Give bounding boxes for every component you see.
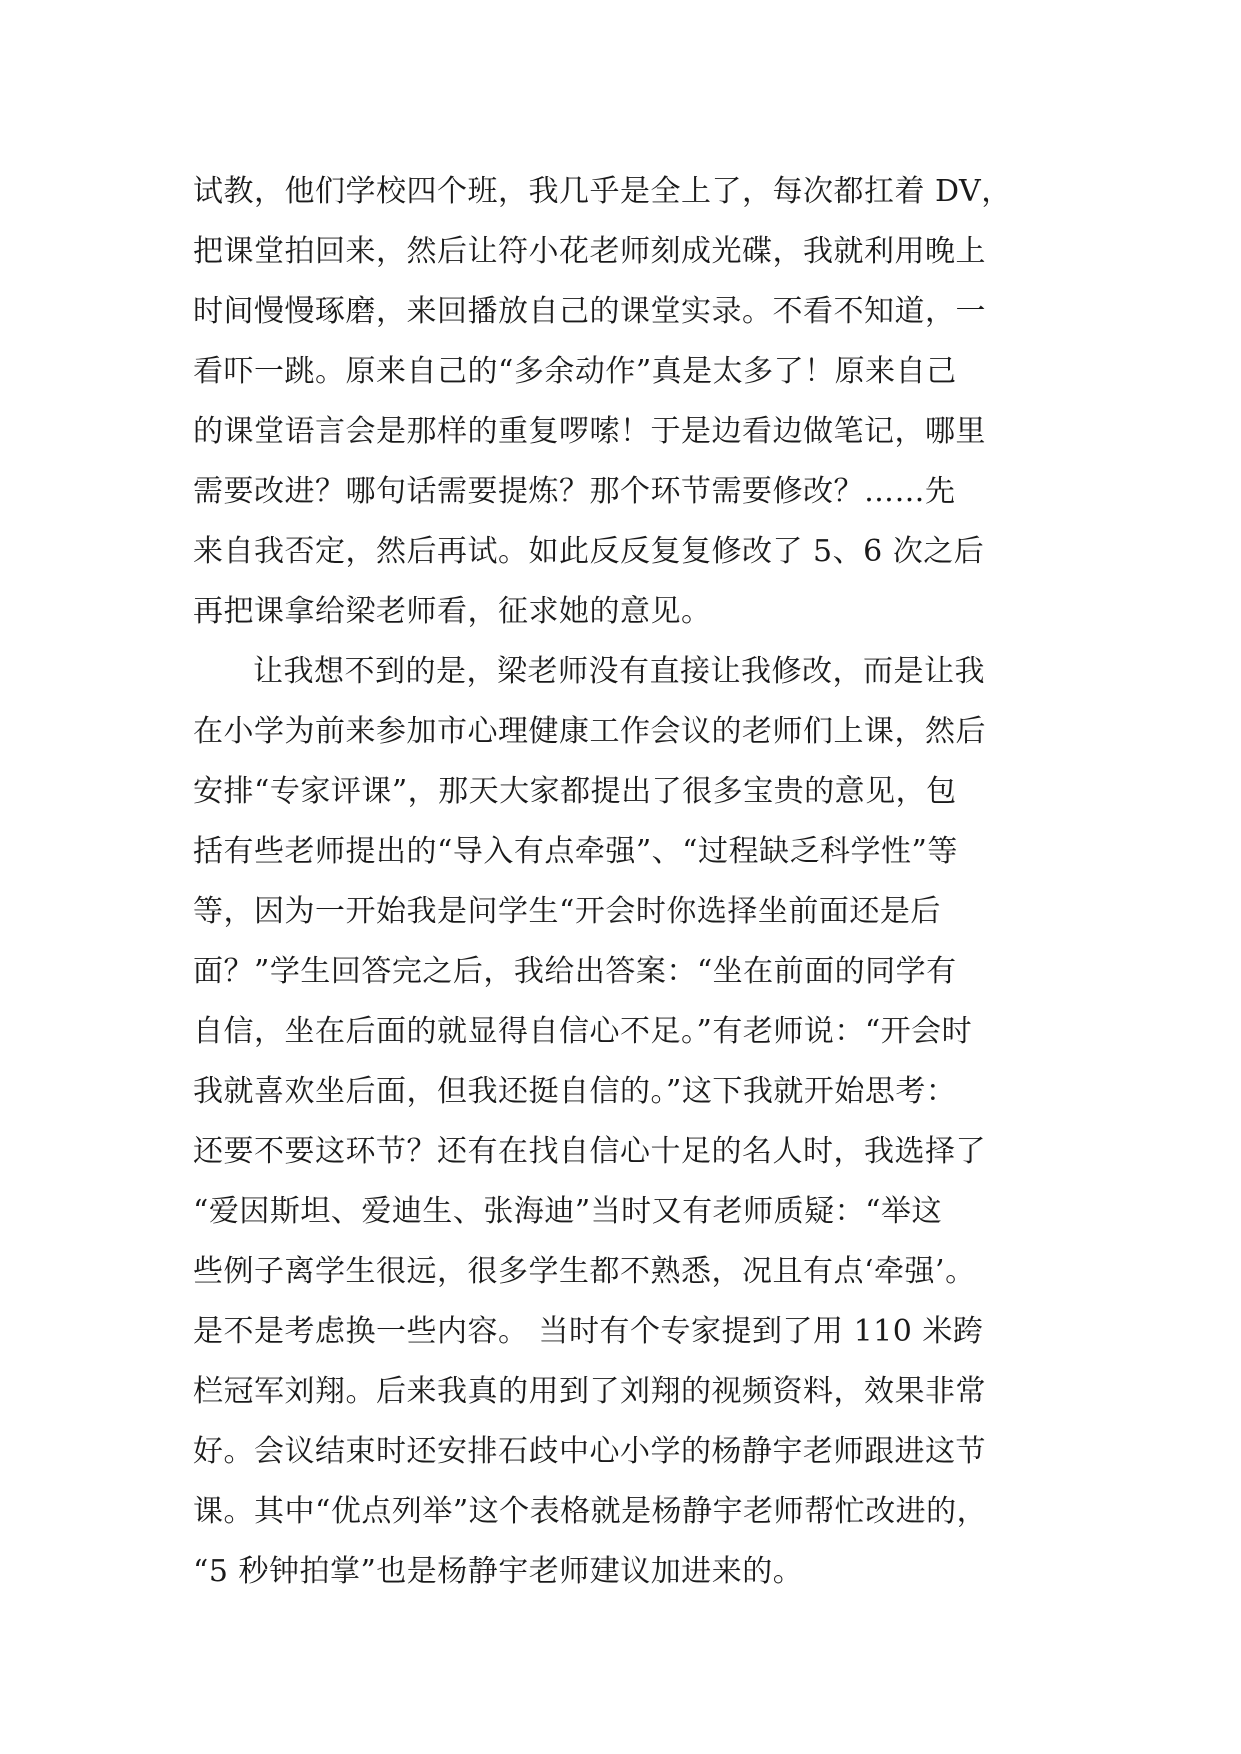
text-line: 还要不要这环节？还有在找自信心十足的名人时，我选择了 <box>193 1134 986 1169</box>
text-line: 面？”学生回答完之后，我给出答案：“坐在前面的同学有 <box>193 954 957 989</box>
text-line: 等，因为一开始我是问学生“开会时你选择坐前面还是后 <box>193 894 941 929</box>
text-line: 栏冠军刘翔。后来我真的用到了刘翔的视频资料，效果非常 <box>193 1374 986 1409</box>
text-line: 再把课拿给梁老师看，征求她的意见。 <box>193 594 712 629</box>
text-line: 些例子离学生很远，很多学生都不熟悉，况且有点‘牵强’。 <box>193 1254 976 1289</box>
text-line: 时间慢慢琢磨，来回播放自己的课堂实录。不看不知道，一 <box>193 294 986 329</box>
text-line: 试教，他们学校四个班，我几乎是全上了，每次都扛着 DV， <box>193 174 1012 209</box>
text-line: 来自我否定，然后再试。如此反反复复修改了 5、6 次之后 <box>193 534 985 569</box>
text-line: 我就喜欢坐后面，但我还挺自信的。”这下我就开始思考： <box>193 1074 957 1109</box>
text-line: 课。其中“优点列举”这个表格就是杨静宇老师帮忙改进的， <box>193 1494 988 1529</box>
text-line: 需要改进？哪句话需要提炼？那个环节需要修改？……先 <box>193 474 956 509</box>
text-line: 括有些老师提出的“导入有点牵强”、“过程缺乏科学性”等 <box>193 834 958 869</box>
text-line: 把课堂拍回来，然后让符小花老师刻成光碟，我就利用晚上 <box>193 234 986 269</box>
text-line: 自信，坐在后面的就显得自信心不足。”有老师说：“开会时 <box>193 1014 973 1049</box>
body-text <box>193 162 1053 1602</box>
text-line: 好。会议结束时还安排石歧中心小学的杨静宇老师跟进这节 <box>193 1434 986 1469</box>
text-line: 是不是考虑换一些内容。 当时有个专家提到了用 110 米跨 <box>193 1314 984 1349</box>
text-line: 的课堂语言会是那样的重复啰嗦！于是边看边做笔记，哪里 <box>193 414 986 449</box>
text-line: 看吓一跳。原来自己的“多余动作”真是太多了！原来自己 <box>193 354 957 389</box>
text-line: 安排“专家评课”，那天大家都提出了很多宝贵的意见，包 <box>193 774 957 809</box>
text-line: “5 秒钟拍掌”也是杨静宇老师建议加进来的。 <box>193 1554 804 1589</box>
text-line: “爱因斯坦、爱迪生、张海迪”当时又有老师质疑：“举这 <box>193 1194 943 1229</box>
paragraph-start-line: 让我想不到的是，梁老师没有直接让我修改，而是让我 <box>253 654 985 689</box>
text-line: 在小学为前来参加市心理健康工作会议的老师们上课，然后 <box>193 714 986 749</box>
